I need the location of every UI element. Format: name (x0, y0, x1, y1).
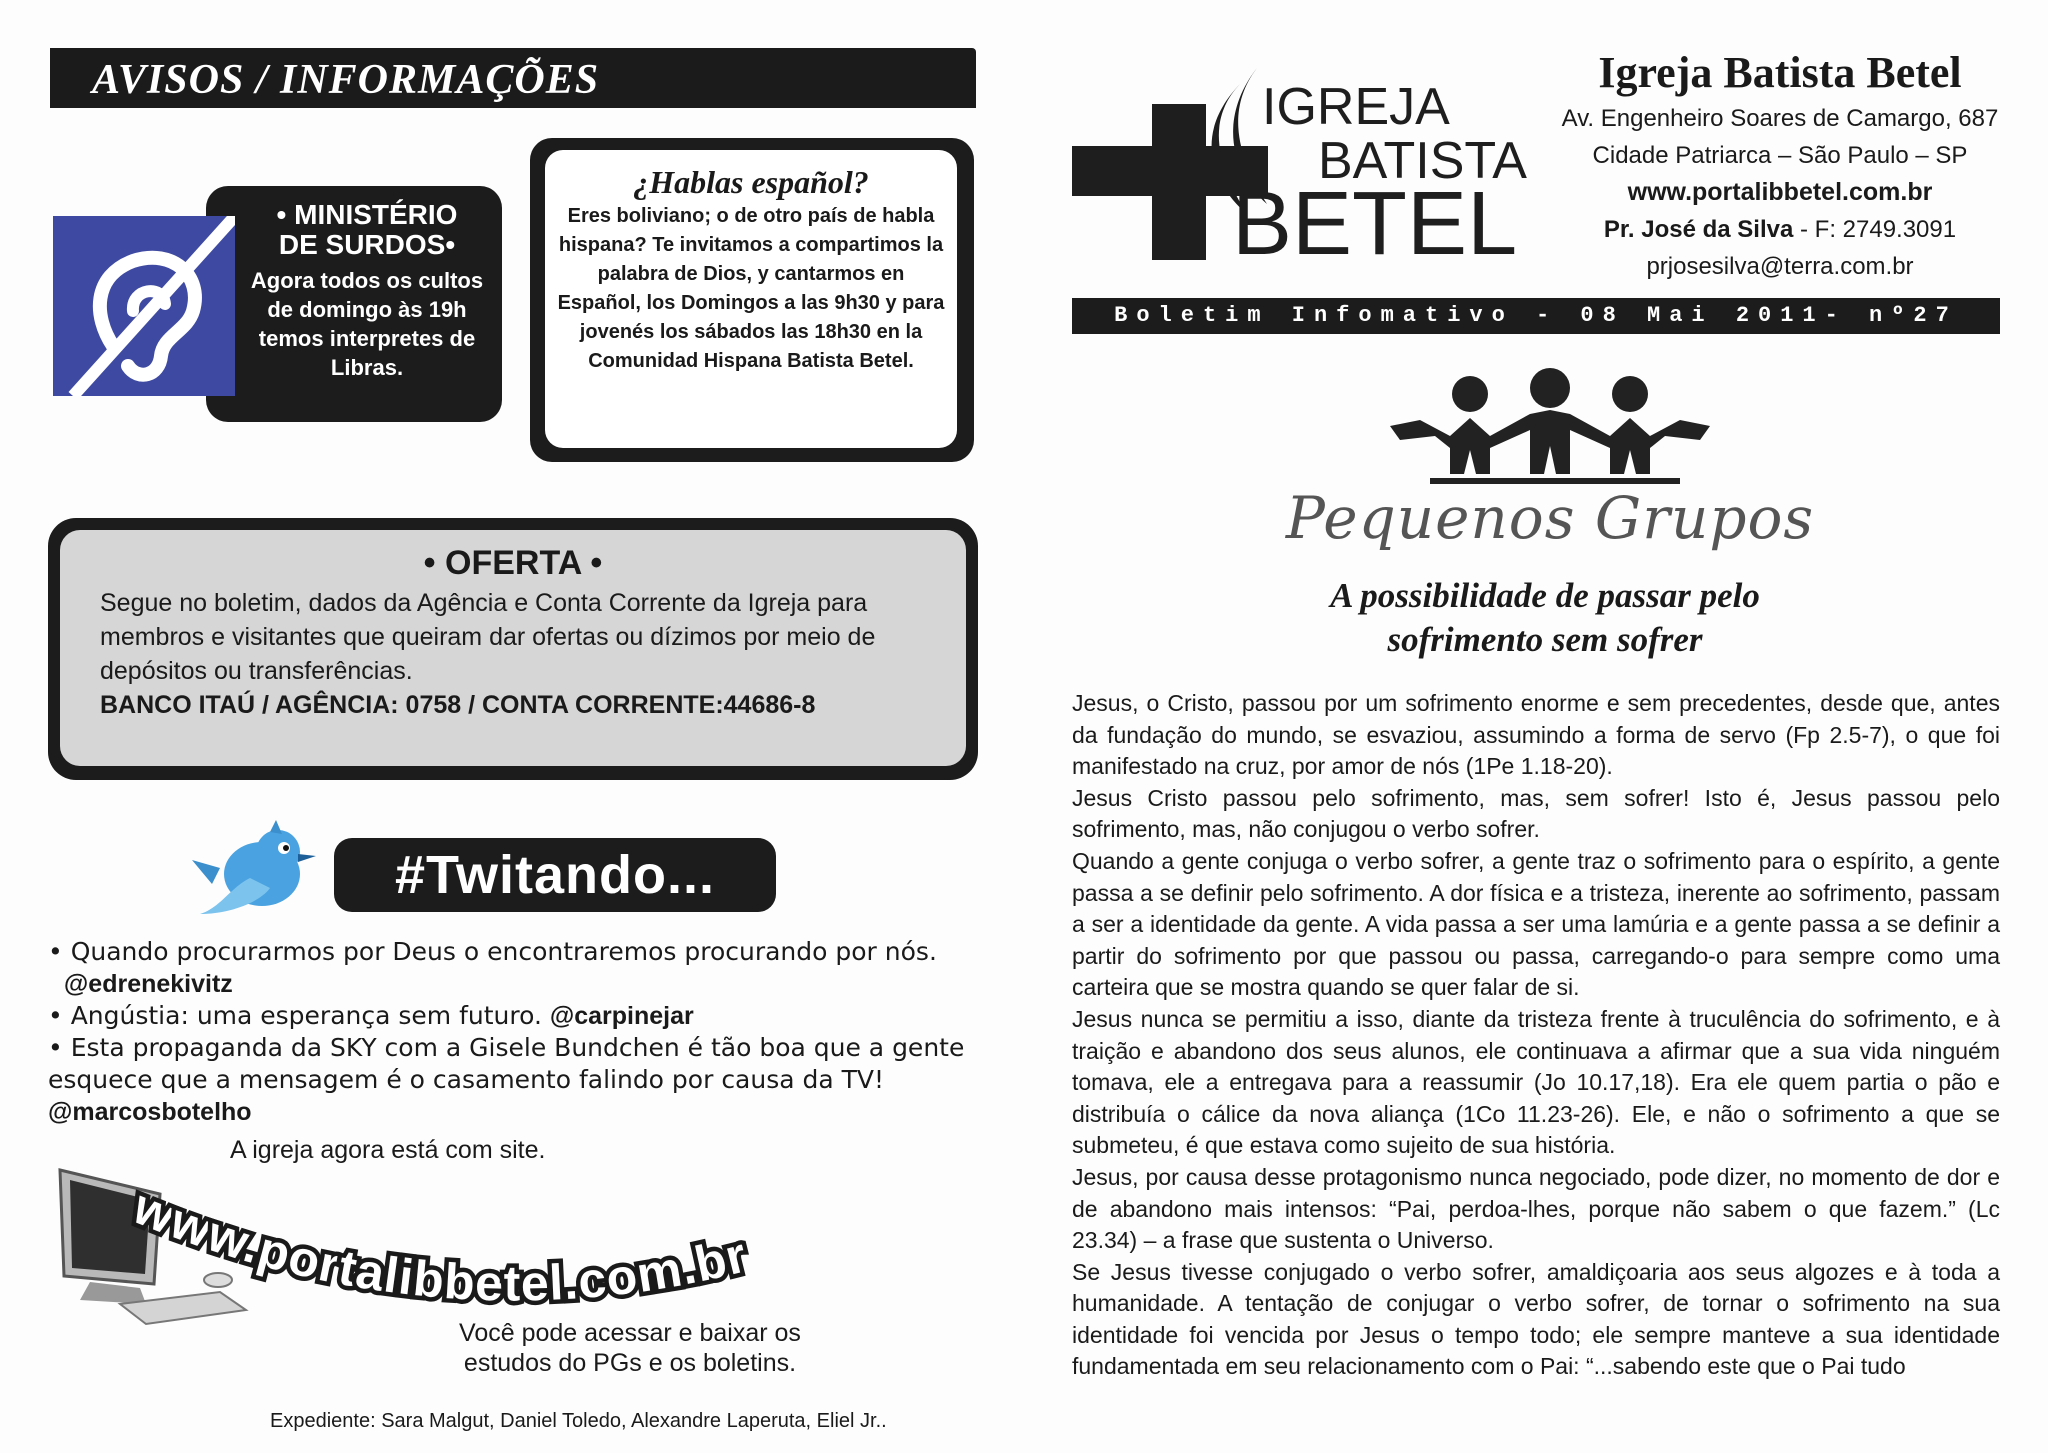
headline-line1: A possibilidade de passar pelo (1330, 576, 1760, 615)
article-paragraph: Jesus nunca se permitiu a isso, diante da tristeza frente à truculência do sofrimento, e à traição e abandono dos seus alunos, ele continuava a afirmar que a sua vida ninguém tomava, ele a entregava para a reassumir (Jo 10.17,18). Era ele quem partia o pão e distribuía o cálice da nova aliança (1Co 11.23-26). Ele, e não o sofrimento a que se submeteu, é que estava como sujeito de sua história. (1072, 1005, 2000, 1159)
surdos-text: Agora todos os cultos de domingo às 19h temos interpretes de Libras. (250, 268, 484, 380)
site-desc-line1: Você pode acessar e baixar os (459, 1319, 801, 1347)
boletim-bar: Boletim Infomativo - 08 Mai 2011- nº27 (1072, 298, 2000, 334)
tweet-text: • Angústia: uma esperança sem futuro. (48, 1001, 542, 1030)
church-info (1540, 46, 2020, 285)
tweets-list (48, 936, 988, 1128)
church-name: Igreja Batista Betel (1598, 48, 1962, 97)
site-intro: A igreja agora está com site. (230, 1136, 546, 1164)
tweet-item (48, 1032, 988, 1128)
tweet-handle[interactable]: @carpinejar (549, 1002, 694, 1030)
logo-line3: BETEL (1232, 174, 1518, 260)
article-headline (1160, 574, 1930, 662)
tweet-handle[interactable]: @edrenekivitz (63, 970, 233, 998)
article-paragraph: Jesus Cristo passou pelo sofrimento, mas, sem sofrer! Isto é, Jesus passou pelo sofrimento, mas, não conjugou o verbo sofrer. (1072, 784, 2000, 843)
surdos-title-1: • MINISTÉRIO (276, 199, 458, 230)
tweet-item (48, 936, 988, 1000)
site-url-text[interactable]: www.portalibbetel.com.br (125, 1178, 753, 1312)
svg-text:www.portalibbetel.com.br (125, 1178, 753, 1312)
hablas-box (545, 150, 957, 448)
logo-line1: IGREJA (1262, 78, 1450, 136)
church-url[interactable]: www.portalibbetel.com.br (1627, 178, 1933, 206)
site-desc-line2: estudos do PGs e os boletins. (463, 1349, 797, 1377)
article-paragraph: Jesus, por causa desse protagonismo nunca negociado, pode dizer, no momento de dor e de abandono mais intensos: “Pai, perdoa-lhes, porque não sabem o que fazem.” (Lc 23.34) – a frase que sustenta o Universo. (1072, 1163, 2000, 1254)
tweet-text: • Quando procurarmos por Deus o encontraremos procurando por nós. (48, 937, 937, 966)
oferta-box (60, 530, 966, 766)
church-city: Cidade Patriarca – São Paulo – SP (1592, 142, 1968, 169)
site-description (420, 1318, 840, 1378)
people-group-icon (1380, 366, 1720, 490)
pastor-name: Pr. José da Silva (1603, 216, 1794, 243)
logo-line2: BATISTA (1318, 132, 1527, 190)
oferta-bank-info: BANCO ITAÚ / AGÊNCIA: 0758 / CONTA CORRENTE:44686-8 (100, 691, 816, 719)
twitter-bird-icon (190, 818, 326, 922)
surdos-box (206, 186, 502, 422)
church-logo (1072, 64, 1528, 260)
pastor-line (1540, 211, 2020, 248)
pequenos-grupos-title: Pequenos Grupos (1285, 484, 1815, 552)
article-paragraph: Se Jesus tivesse conjugado o verbo sofrer, amaldiçoaria aos seus algozes e à toda a humanidade. A tentação de conjugar o verbo sofrer, de tornar o sofrimento na sua identidade foi vencida por Jesus o tempo todo; ele sempre manteve a sua identidade fundamentada em seu relacionamento com o Pai: “...sabendo este que o Pai tudo (1072, 1258, 2000, 1380)
headline-line2: sofrimento sem sofrer (1387, 620, 1703, 659)
twitando-label: #Twitando... (334, 838, 776, 912)
oferta-title: • OFERTA • (423, 544, 603, 582)
article-paragraph: Quando a gente conjuga o verbo sofrer, a gente traz o sofrimento para o espírito, a gente passa a se definir pelo sofrimento. A dor física e a tristeza, inerente ao sofrimento, passam a ser a identidade da gente. A vida passa a ser uma lamúria e a gente passa a se definir a partir do sofrimento por que passou ou passa, carregando-o para sempre como uma carteira que se mostra quando se quer falar de si. (1072, 847, 2000, 1001)
tweet-text: • Esta propaganda da SKY com a Gisele Bundchen é tão boa que a gente esquece que a mensagem é o casamento falindo por causa da TV! (48, 1033, 965, 1094)
hablas-text: Eres boliviano; o de otro país de habla hispana? Te invitamos a compartimos la palabra de Dios, y cantarmos en Español, los Domingos a las 9h30 y para jovenés los sábados las 18h30 en la Comunidad Hispana Batista Betel. (557, 205, 945, 372)
tweet-item (48, 1000, 988, 1032)
pastor-email[interactable]: prjosesilva@terra.com.br (1646, 253, 1914, 280)
deaf-ear-icon (53, 216, 235, 396)
church-address: Av. Engenheiro Soares de Camargo, 687 (1561, 105, 1999, 132)
article-paragraph: Jesus, o Cristo, passou por um sofrimento enorme e sem precedentes, desde que, antes da fundação do mundo, se esvaziou, assumindo a forma de servo (Fp 2.5-7), o que foi manifestado na cruz, por amor de nós (1Pe 1.18-20). (1072, 690, 2000, 780)
article-body (1072, 688, 2000, 1383)
avisos-header: AVISOS / INFORMAÇÕES (50, 48, 976, 108)
surdos-title-2: DE SURDOS• (278, 229, 456, 260)
expediente: Expediente: Sara Malgut, Daniel Toledo, Alexandre Laperuta, Eliel Jr.. (270, 1410, 887, 1432)
tweet-handle[interactable]: @marcosbotelho (48, 1098, 252, 1126)
hablas-title: ¿Hablas español? (633, 164, 869, 200)
oferta-text: Segue no boletim, dados da Agência e Conta Corrente da Igreja para membros e visitantes que queiram dar ofertas ou dízimos por meio de depósitos ou transferências. (100, 589, 876, 685)
site-url-curved[interactable] (110, 1150, 770, 1330)
pastor-phone: - F: 2749.3091 (1793, 216, 1957, 243)
